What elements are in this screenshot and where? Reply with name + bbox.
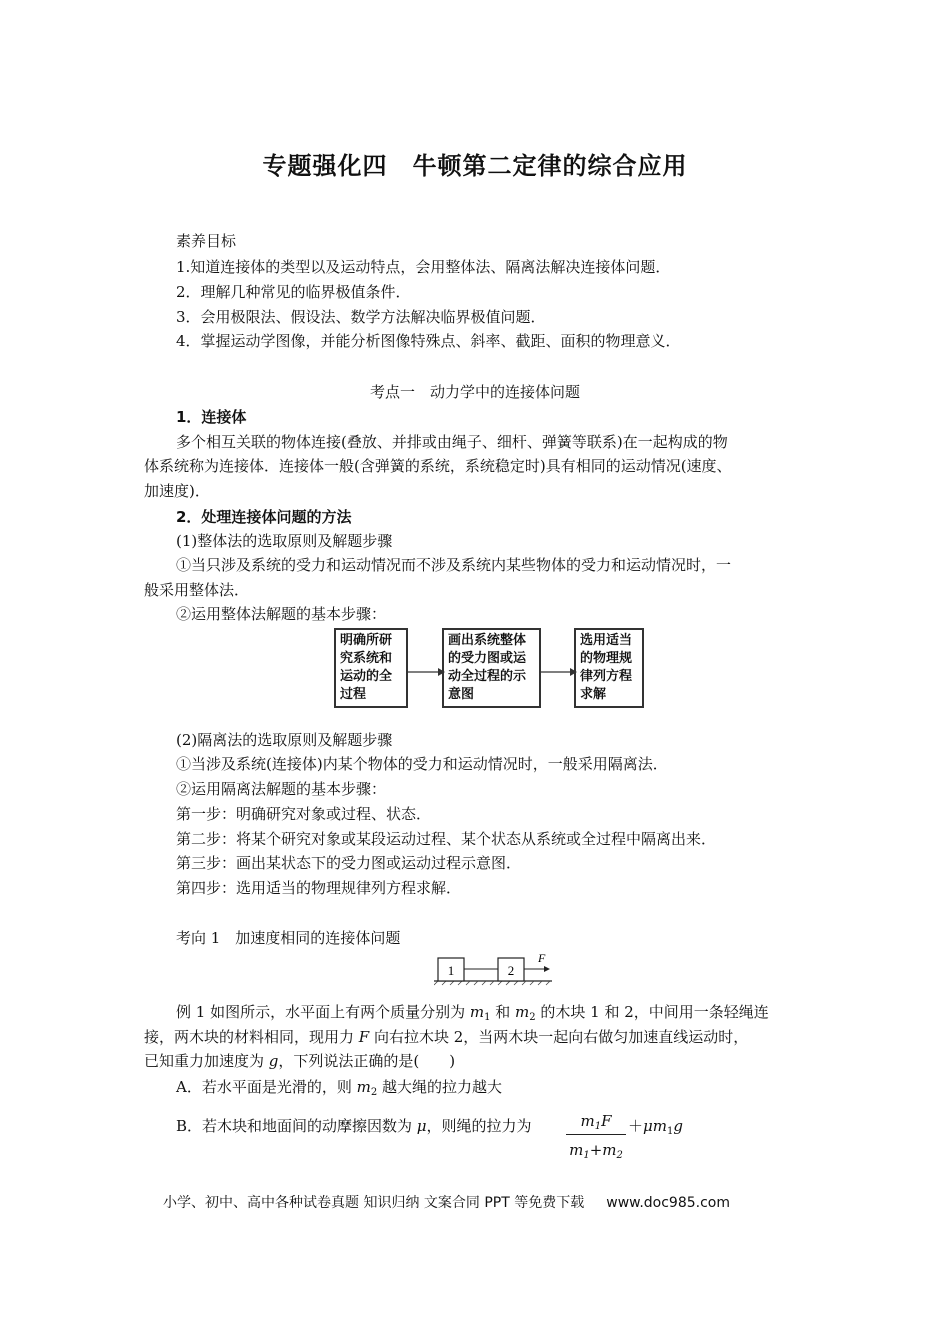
page-footer: [163, 1192, 730, 1212]
tension-fraction: [566, 1112, 626, 1159]
block-2-label: 2: [507, 963, 515, 978]
step-line: 第一步：明确研究对象或过程、状态．: [176, 805, 432, 823]
fraction-numerator: $m_1F$: [580, 1112, 612, 1132]
subheading-whole-method: (1)整体法的选取原则及解题步骤: [176, 532, 393, 550]
page-title: 专题强化四 牛顿第二定律的综合应用: [262, 152, 688, 180]
paragraph-line: 体系统称为连接体．连接体一般(含弹簧的系统，系统稳定时)具有相同的运动情况(速度、: [144, 457, 732, 475]
goal-item: 4．掌握运动学图像，并能分析图像特殊点、斜率、截距、面积的物理意义．: [176, 332, 681, 350]
step-line: 第二步：将某个研究对象或某段运动过程、某个状态从系统或全过程中隔离出来．: [176, 830, 717, 848]
step-line: 第三步：画出某状态下的受力图或运动过程示意图．: [176, 854, 522, 872]
goal-item: 1.知道连接体的类型以及运动特点，会用整体法、隔离法解决连接体问题．: [176, 258, 671, 276]
heading-methods: 2．处理连接体问题的方法: [176, 508, 352, 526]
direction-heading: 考向 1 加速度相同的连接体问题: [176, 929, 401, 947]
paragraph-line: ②运用隔离法解题的基本步骤：: [176, 780, 387, 798]
two-blocks-figure: [434, 950, 554, 986]
section-title: 考点一 动力学中的连接体问题: [369, 383, 580, 401]
fraction-denominator: $m_1+m_2$: [569, 1141, 623, 1161]
goal-item: 2．理解几种常见的临界极值条件．: [176, 283, 411, 301]
paragraph-line: ②运用整体法解题的基本步骤：: [176, 605, 387, 623]
paragraph-line: ①当只涉及系统的受力和运动情况而不涉及系统内某些物体的受力和运动情况时，一: [176, 556, 732, 574]
flow-step-3: 选用适当 的物理规 律列方程 求解: [574, 628, 644, 708]
whole-method-flowchart: [334, 628, 646, 710]
paragraph-line: 加速度)．: [144, 482, 210, 500]
goal-item: 3．会用极限法、假设法、数学方法解决临界极值问题．: [176, 308, 546, 326]
paragraph-line: 般采用整体法．: [144, 581, 250, 599]
subheading-isolation-method: (2)隔离法的选取原则及解题步骤: [176, 731, 393, 749]
paragraph-line: 多个相互关联的物体连接(叠放、并排或由绳子、细杆、弹簧等联系)在一起构成的物: [176, 433, 728, 451]
footer-url[interactable]: www.doc985.com: [606, 1195, 730, 1211]
option-b-tail: $+\mu m_1g$: [628, 1117, 683, 1137]
option-b: B．若木块和地面间的动摩擦因数为 μ，则绳的拉力为: [176, 1117, 532, 1135]
force-label: F: [538, 951, 546, 965]
flow-step-1: 明确所研 究系统和 运动的全 过程: [334, 628, 408, 708]
goals-heading: 素养目标: [176, 232, 237, 250]
step-line: 第四步：选用适当的物理规律列方程求解．: [176, 879, 462, 897]
example-line-3: 已知重力加速度为 g，下列说法正确的是( ): [144, 1052, 456, 1070]
block-1-label: 1: [447, 963, 455, 978]
paragraph-line: ①当涉及系统(连接体)内某个物体的受力和运动情况时，一般采用隔离法．: [176, 755, 668, 773]
example-line-1: 例 1 如图所示，水平面上有两个质量分别为 $m_1$ 和 $m_2$ 的木块 1 和 2，中间用一条轻绳连: [176, 1003, 769, 1023]
heading-connected-body: 1．连接体: [176, 408, 247, 426]
option-a: A．若水平面是光滑的，则 $m_2$ 越大绳的拉力越大: [176, 1078, 502, 1098]
flow-step-2: 画出系统整体 的受力图或运 动全过程的示 意图: [442, 628, 541, 708]
example-line-2: 接，两木块的材料相同，现用力 F 向右拉木块 2，当两木块一起向右做匀加速直线运动时，: [144, 1028, 749, 1046]
footer-text: 小学、初中、高中各种试卷真题 知识归纳 文案合同 PPT 等免费下载: [163, 1195, 585, 1211]
